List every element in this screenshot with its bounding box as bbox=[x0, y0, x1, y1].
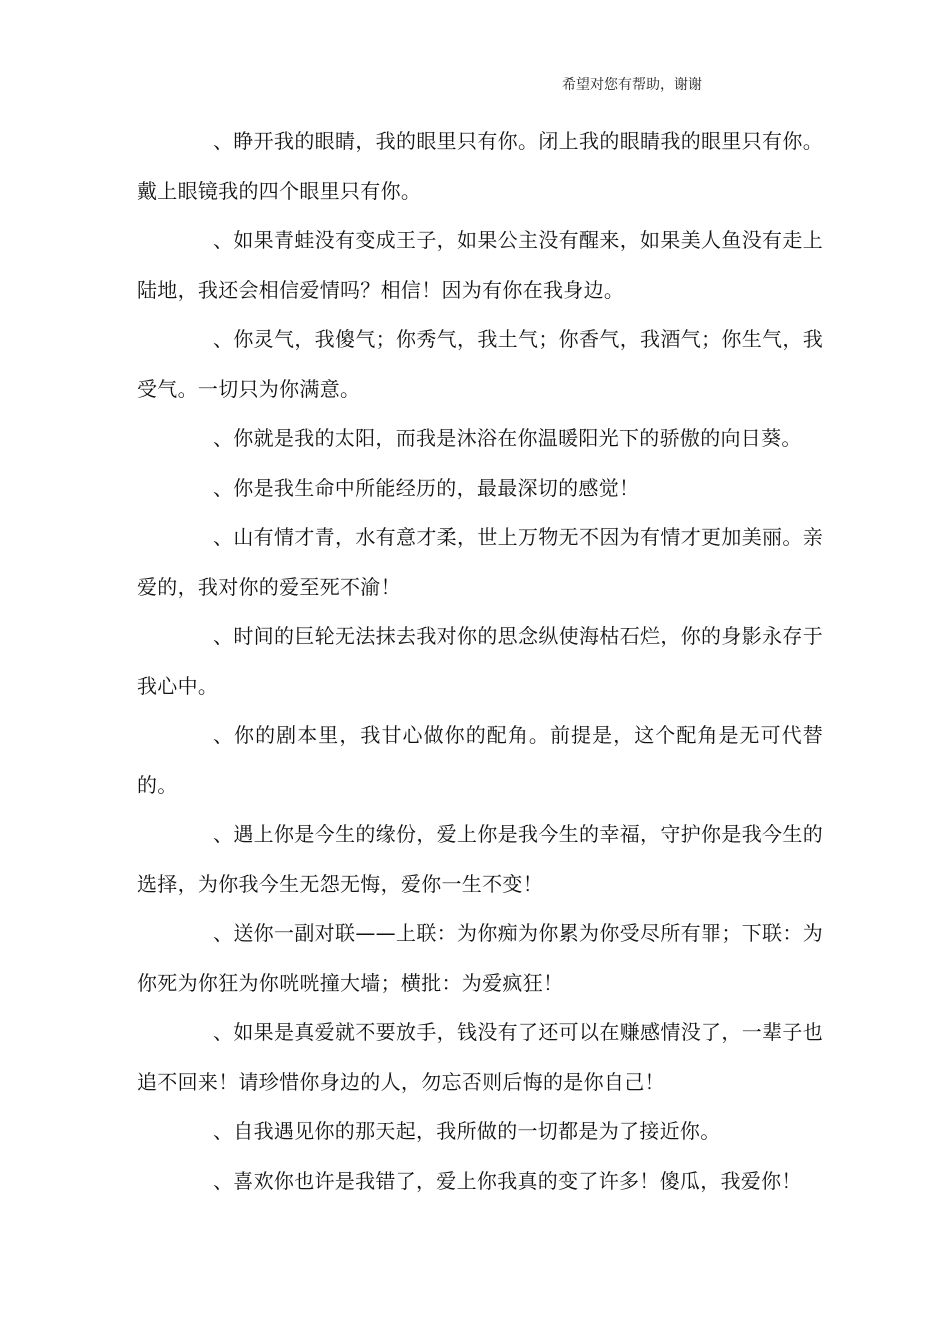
paragraph-13: 、喜欢你也许是我错了，爱上你我真的变了许多！傻瓜，我爱你！ bbox=[213, 1168, 802, 1193]
paragraph-10: 、送你一副对联——上联：为你痴为你累为你受尽所有罪；下联：为你死为你狂为你咣咣撞大墙；横批：为爱疯狂！ bbox=[137, 921, 823, 995]
paragraph-1: 、睁开我的眼睛，我的眼里只有你。闭上我的眼睛我的眼里只有你。戴上眼镜我的四个眼里只有你。 bbox=[137, 129, 823, 203]
paragraph-4: 、你就是我的太阳，而我是沐浴在你温暖阳光下的骄傲的向日葵。 bbox=[213, 426, 802, 450]
document-body bbox=[137, 117, 823, 1206]
paragraph-7: 、时间的巨轮无法抹去我对你的思念纵使海枯石烂，你的身影永存于我心中。 bbox=[137, 624, 823, 698]
header-note: 希望对您有帮助，谢谢 bbox=[562, 77, 702, 93]
paragraph-2: 、如果青蛙没有变成王子，如果公主没有醒来，如果美人鱼没有走上陆地，我还会相信爱情吗？相信！因为有你在我身边。 bbox=[137, 228, 823, 302]
paragraph-3: 、你灵气，我傻气；你秀气，我土气；你香气，我酒气；你生气，我受气。一切只为你满意。 bbox=[137, 327, 823, 401]
paragraph-5: 、你是我生命中所能经历的，最最深切的感觉！ bbox=[213, 475, 640, 500]
paragraph-9: 、遇上你是今生的缘份，爱上你是我今生的幸福，守护你是我今生的选择，为你我今生无怨无悔，爱你一生不变！ bbox=[137, 822, 823, 896]
paragraph-8: 、你的剧本里，我甘心做你的配角。前提是，这个配角是无可代替的。 bbox=[137, 723, 823, 797]
paragraph-11: 、如果是真爱就不要放手，钱没有了还可以在赚感情没了，一辈子也追不回来！请珍惜你身边的人，勿忘否则后悔的是你自己！ bbox=[137, 1020, 823, 1094]
paragraph-6: 、山有情才青，水有意才柔，世上万物无不因为有情才更加美丽。亲爱的，我对你的爱至死不渝！ bbox=[137, 525, 823, 599]
paragraph-12: 、自我遇见你的那天起，我所做的一切都是为了接近你。 bbox=[213, 1119, 721, 1143]
